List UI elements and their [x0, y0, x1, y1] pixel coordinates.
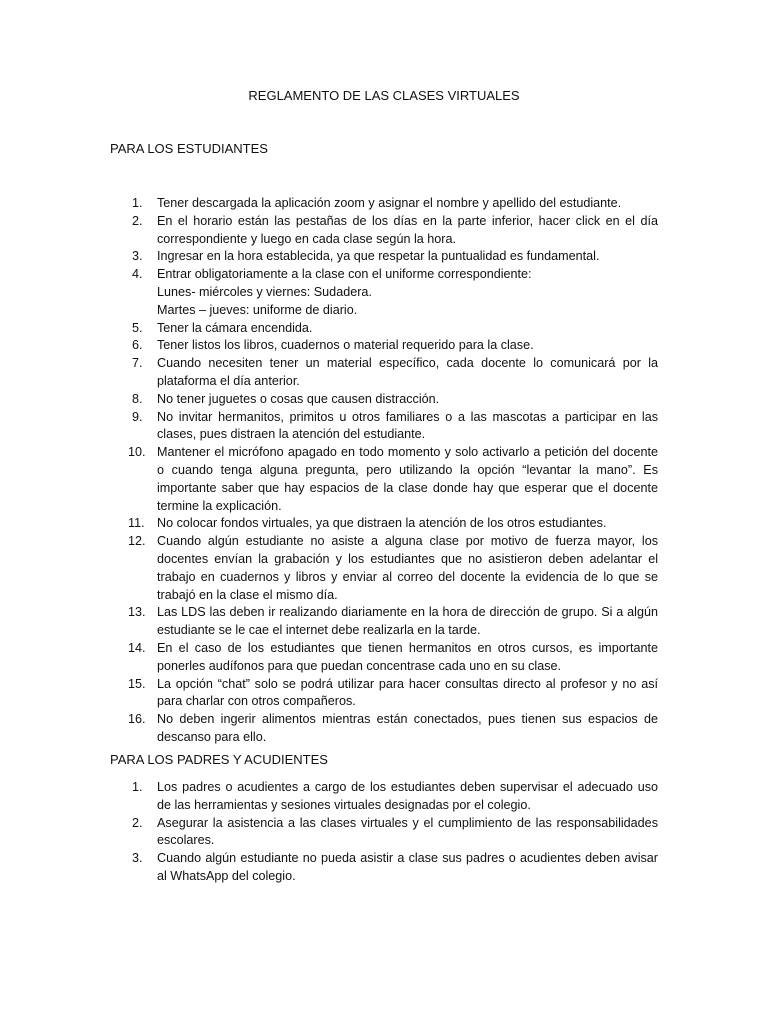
item-text: Cuando algún estudiante no pueda asistir a clase sus padres o acudientes deben avisar al WhatsApp del colegio.	[157, 851, 658, 883]
item-number: 7.	[132, 356, 143, 371]
item-text: Entrar obligatoriamente a la clase con el uniforme correspondiente:	[157, 267, 532, 282]
item-text: Las LDS las deben ir realizando diariamente en la hora de dirección de grupo. Si a algún estudiante se le cae el internet debe realizarla en la tarde.	[157, 605, 658, 638]
list-item	[110, 248, 658, 266]
list-item	[110, 213, 658, 249]
item-text: En el horario están las pestañas de los días en la parte inferior, hacer click en el día correspondiente y luego en cada clase según la hora.	[157, 213, 658, 246]
item-number: 1.	[132, 196, 143, 210]
item-number: 1.	[132, 780, 143, 794]
item-number: 4.	[132, 267, 143, 282]
item-text: No colocar fondos virtuales, ya que distraen la atención de los otros estudiantes.	[157, 516, 607, 531]
list-item	[110, 355, 658, 391]
list-item	[110, 266, 658, 319]
item-text: Los padres o acudientes a cargo de los estudiantes deben supervisar el adecuado uso de las herramientas y sesiones virtuales designadas por el colegio.	[157, 780, 658, 812]
item-text: Cuando algún estudiante no asiste a alguna clase por motivo de fuerza mayor, los docentes envían la grabación y los estudiantes que no asistieron deben adelantar el trabajo en cuadernos y libros y enviar al correo del docente la evidencia de lo que se trabajó en la clase el mismo día.	[157, 534, 658, 602]
item-number: 15.	[128, 676, 146, 691]
item-text: Asegurar la asistencia a las clases virtuales y el cumplimiento de las responsabilidades escolares.	[157, 815, 658, 848]
item-text: No invitar hermanitos, primitos u otros familiares o a las mascotas a participar en las clases, pues distraen la atención del estudiante.	[157, 409, 658, 442]
list-item	[110, 711, 658, 747]
list-item	[110, 640, 658, 676]
document-title: REGLAMENTO DE LAS CLASES VIRTUALES	[248, 88, 520, 103]
item-number: 12.	[128, 534, 146, 549]
item-text: Tener listos los libros, cuadernos o material requerido para la clase.	[157, 338, 534, 353]
list-item	[110, 779, 658, 815]
uniform-schedule-line: Martes – jueves: uniforme de diario.	[157, 302, 358, 317]
parents-section-heading: PARA LOS PADRES Y ACUDIENTES	[110, 752, 328, 767]
item-number: 14.	[128, 640, 146, 655]
item-number: 10.	[128, 445, 146, 460]
list-item	[110, 815, 658, 851]
item-number: 16.	[128, 712, 146, 727]
item-number: 2.	[132, 213, 143, 228]
item-number: 2.	[132, 815, 143, 830]
item-number: 9.	[132, 409, 143, 424]
item-text: La opción “chat” solo se podrá utilizar para hacer consultas directo al profesor y no así para charlar con otros compañeros.	[157, 676, 658, 709]
item-text: No tener juguetes o cosas que causen distracción.	[157, 391, 440, 406]
list-item	[110, 676, 658, 712]
item-number: 8.	[132, 391, 143, 406]
item-number: 6.	[132, 338, 143, 353]
list-item	[110, 533, 658, 604]
list-item	[110, 195, 658, 213]
list-item	[110, 850, 658, 886]
item-text: No deben ingerir alimentos mientras están conectados, pues tienen sus espacios de descanso para ello.	[157, 712, 658, 744]
item-number: 13.	[128, 605, 146, 620]
item-text: Mantener el micrófono apagado en todo momento y solo activarlo a petición del docente o cuando tenga alguna pregunta, pero utilizando la opción “levantar la mano”. Es importante saber que hay espacios de la clase donde hay que esperar que el docente termine la explicación.	[157, 445, 658, 513]
item-number: 5.	[132, 320, 143, 335]
item-text: Tener la cámara encendida.	[157, 320, 313, 335]
list-item	[110, 409, 658, 445]
list-item	[110, 391, 658, 409]
list-item	[110, 320, 658, 338]
item-text: En el caso de los estudiantes que tienen hermanitos en otros cursos, es importante ponerles audífonos para que puedan concentrase cada uno en su clase.	[157, 640, 658, 673]
item-number: 11.	[128, 516, 145, 531]
item-text: Ingresar en la hora establecida, ya que respetar la puntualidad es fundamental.	[157, 249, 600, 264]
item-text: Tener descargada la aplicación zoom y asignar el nombre y apellido del estudiante.	[157, 196, 622, 210]
list-item	[110, 515, 658, 533]
item-text: Cuando necesiten tener un material específico, cada docente lo comunicará por la plataforma el día anterior.	[157, 356, 658, 388]
parents-rules-list	[110, 779, 658, 886]
students-rules-list	[110, 195, 658, 747]
list-item	[110, 444, 658, 515]
students-section-heading: PARA LOS ESTUDIANTES	[110, 141, 268, 156]
uniform-schedule-line: Lunes- miércoles y viernes: Sudadera.	[157, 284, 372, 299]
list-item	[110, 604, 658, 640]
item-number: 3.	[132, 249, 143, 264]
list-item	[110, 337, 658, 355]
item-number: 3.	[132, 851, 143, 866]
